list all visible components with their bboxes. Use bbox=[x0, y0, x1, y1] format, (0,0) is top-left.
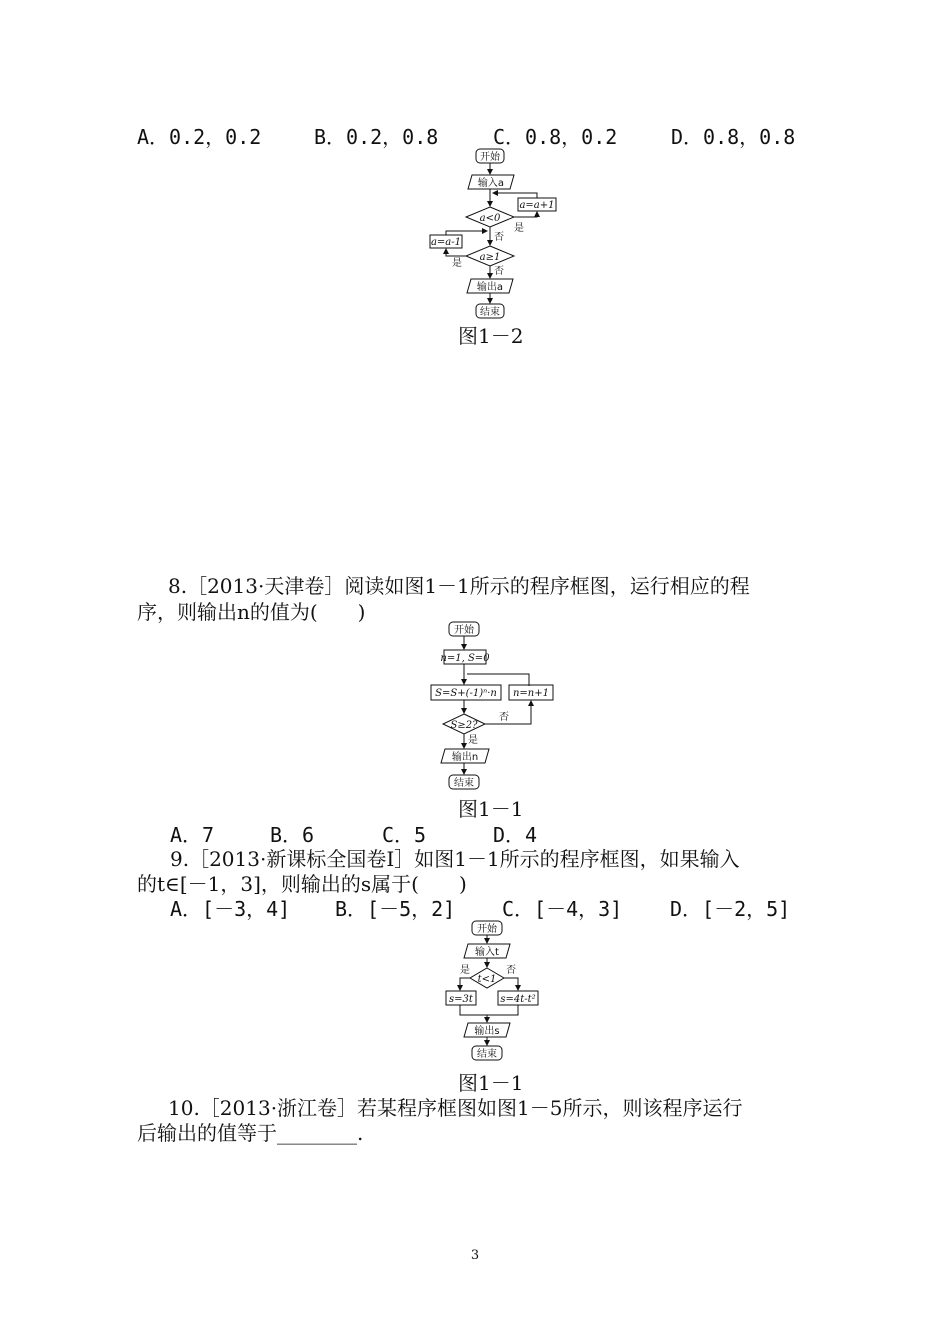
decision-label: S≥2? bbox=[450, 720, 478, 731]
q8-line1: 8.［2013·天津卷］阅读如图1－1所示的程序框图，运行相应的程 bbox=[168, 574, 750, 598]
increment-label: a=a+1 bbox=[519, 200, 555, 211]
start-label: 开始 bbox=[477, 924, 497, 935]
figure-caption-1-2: 图1－2 bbox=[458, 324, 524, 348]
q8-option-b: B．6 bbox=[270, 823, 315, 847]
increment-label: n=n+1 bbox=[512, 688, 550, 699]
q9-line1: 9.［2013·新课标全国卷Ⅰ］如图1－1所示的程序框图，如果输入 bbox=[170, 847, 740, 871]
q10-line1: 10.［2013·浙江卷］若某程序框图如图1－5所示，则该程序运行 bbox=[168, 1096, 743, 1120]
q9-option-c: C．[－4，3] bbox=[502, 897, 623, 921]
q10-line2: 后输出的值等于________. bbox=[137, 1121, 364, 1145]
end-label: 结束 bbox=[480, 307, 500, 318]
output-label: 输出a bbox=[476, 282, 504, 293]
decision2-label: a≥1 bbox=[479, 252, 501, 263]
start-label: 开始 bbox=[480, 152, 500, 163]
q8-line2: 序，则输出n的值为( ) bbox=[137, 600, 366, 624]
q7-option-b: B．0.2，0.8 bbox=[314, 125, 439, 149]
q9-option-a: A．[－3，4] bbox=[170, 897, 291, 921]
q9-option-b: B．[－5，2] bbox=[335, 897, 456, 921]
figure-caption-1-1-first: 图1－1 bbox=[458, 797, 524, 821]
page-number: 3 bbox=[470, 1248, 480, 1263]
no-label: 否 bbox=[506, 965, 516, 976]
q9-line2: 的t∈[－1，3]，则输出的s属于( ) bbox=[137, 872, 467, 896]
no1-label: 否 bbox=[494, 232, 504, 243]
output-label: 输出n bbox=[451, 752, 479, 763]
q7-option-a: A．0.2，0.2 bbox=[137, 125, 262, 149]
q9-option-d: D．[－2，5] bbox=[670, 897, 791, 921]
decision1-label: a<0 bbox=[479, 213, 501, 224]
q7-option-d: D．0.8，0.8 bbox=[671, 125, 796, 149]
input-label: 输入t bbox=[475, 947, 499, 958]
decision-label: t<1 bbox=[477, 974, 497, 985]
flowchart-fig-1-1-first bbox=[425, 618, 565, 796]
right-assign-label: s=4t-t² bbox=[500, 994, 536, 1005]
flowchart-fig-1-1-second bbox=[440, 918, 550, 1066]
left-assign-label: s=3t bbox=[449, 994, 473, 1005]
yes-label: 是 bbox=[460, 965, 470, 976]
yes1-label: 是 bbox=[514, 223, 524, 234]
update-label: S=S+(-1)ⁿ·n bbox=[435, 688, 497, 699]
q8-option-a: A．7 bbox=[170, 823, 215, 847]
no-label: 否 bbox=[499, 712, 509, 723]
decrement-label: a=a-1 bbox=[430, 237, 462, 248]
output-label: 输出s bbox=[474, 1026, 500, 1037]
q8-option-c: C．5 bbox=[382, 823, 427, 847]
no2-label: 否 bbox=[494, 266, 504, 277]
end-label: 结束 bbox=[454, 778, 474, 789]
figure-caption-1-1-second: 图1－1 bbox=[458, 1071, 524, 1095]
input-label: 输入a bbox=[477, 178, 505, 189]
end-label: 结束 bbox=[477, 1049, 497, 1060]
yes-label: 是 bbox=[468, 735, 478, 746]
init-label: n=1, S=0 bbox=[440, 653, 490, 664]
q8-option-d: D．4 bbox=[493, 823, 538, 847]
flowchart-fig-1-2 bbox=[420, 145, 570, 325]
yes2-label: 是 bbox=[452, 258, 462, 269]
q7-option-c: C．0.8，0.2 bbox=[493, 125, 618, 149]
start-label: 开始 bbox=[454, 625, 474, 636]
